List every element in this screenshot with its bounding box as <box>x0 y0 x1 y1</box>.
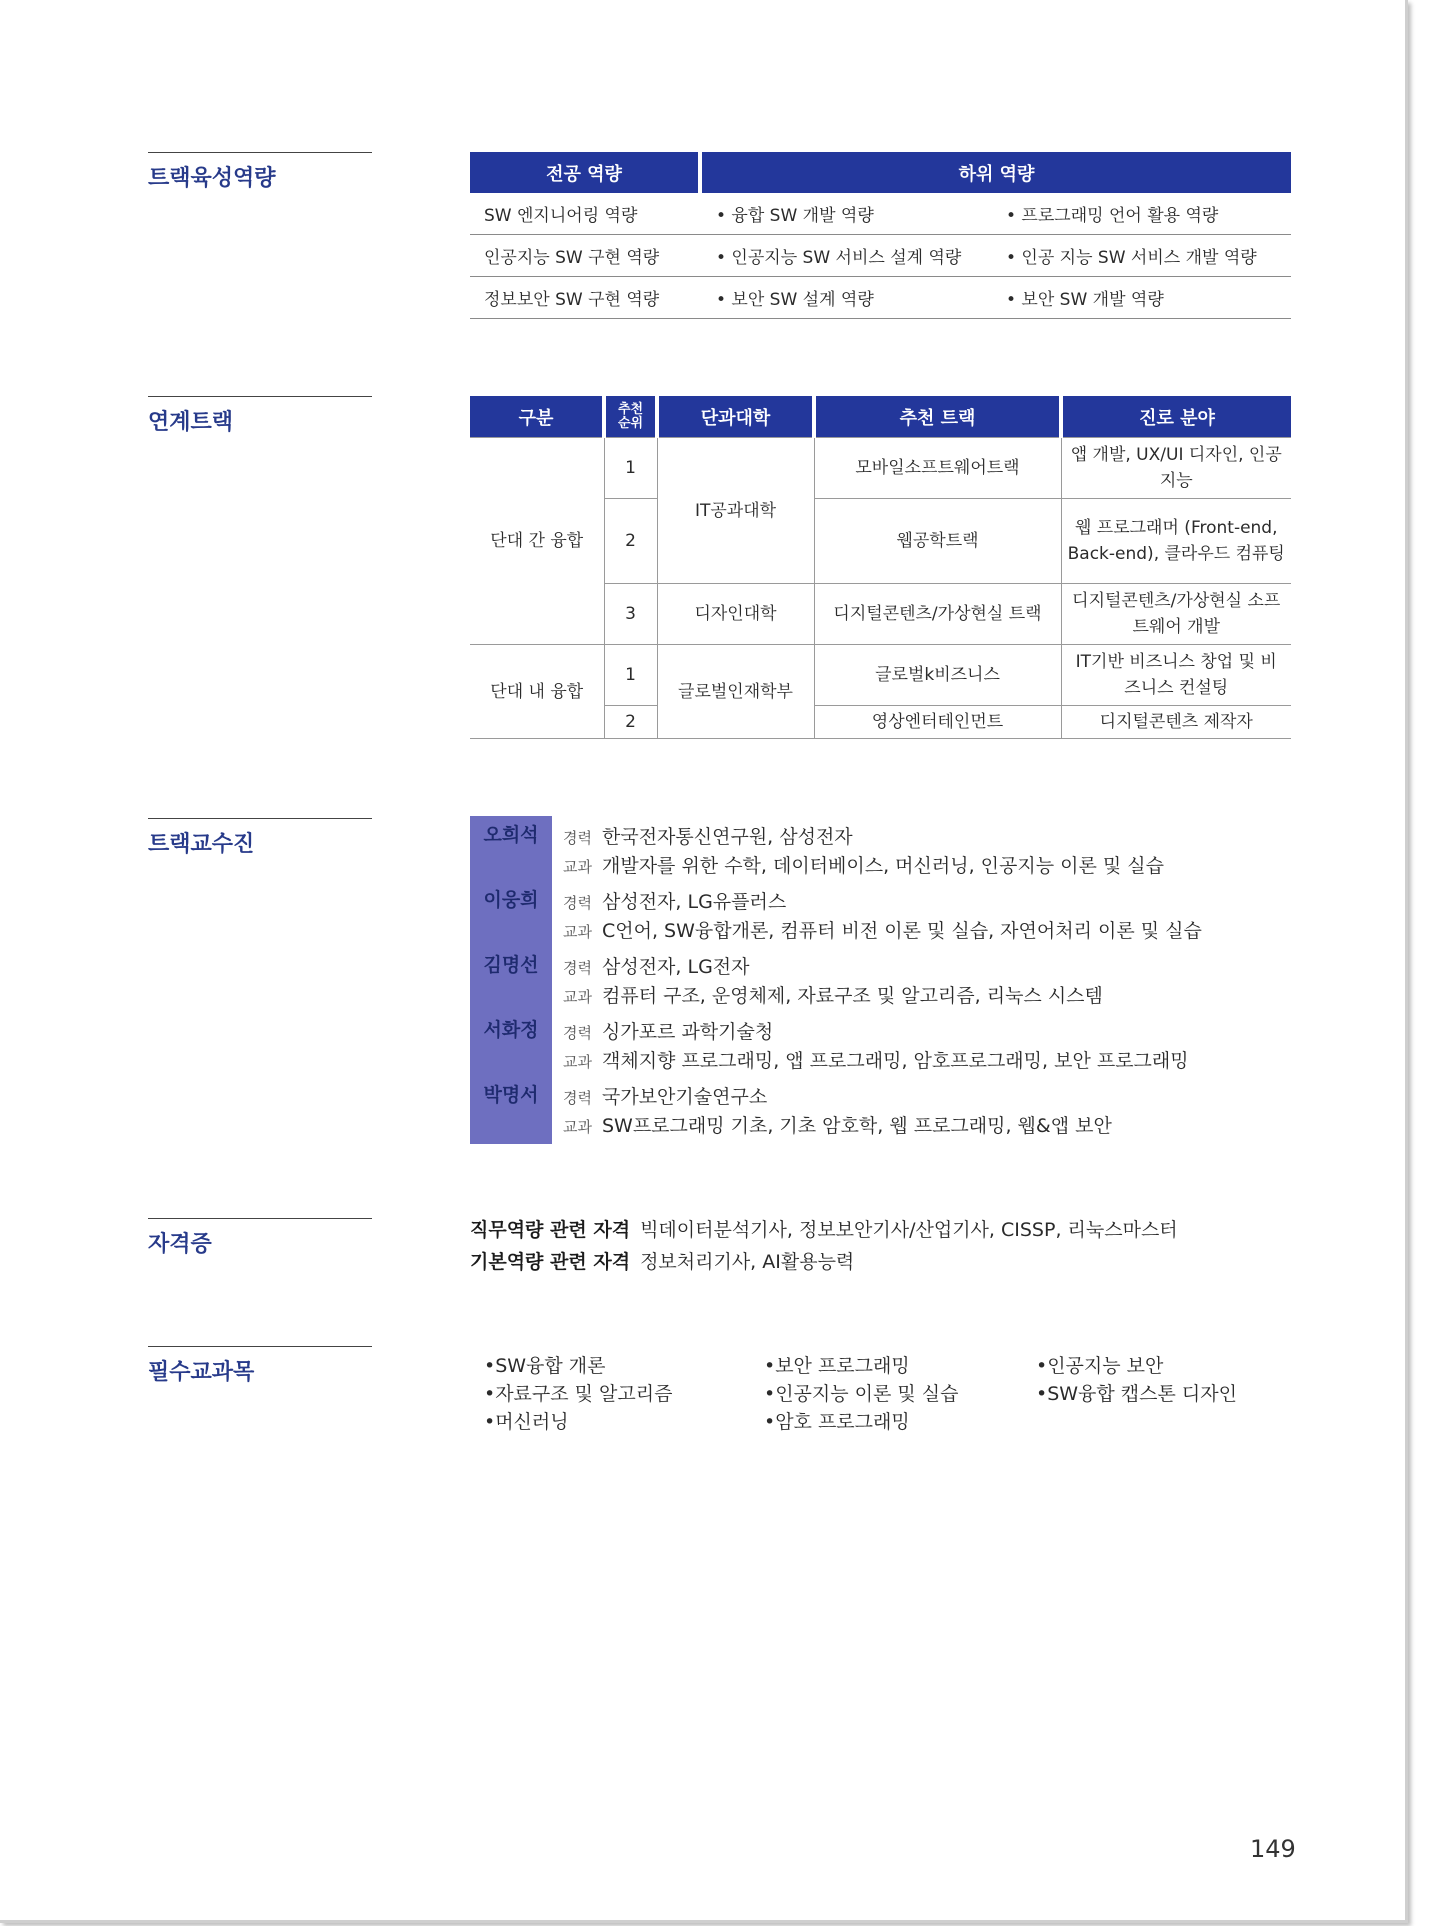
table-row <box>470 645 1291 706</box>
courses-text: 객체지향 프로그래밍, 앱 프로그래밍, 암호프로그래밍, 보안 프로그래밍 <box>601 1050 1189 1072</box>
track-cell: 영상엔터테인먼트 <box>814 706 1061 739</box>
major-competency: 정보보안 SW 구현 역량 <box>470 277 700 319</box>
rank-cell: 1 <box>604 645 657 706</box>
career-tag: 경력 <box>563 829 592 847</box>
career-tag: 경력 <box>563 959 592 977</box>
table-header-row <box>470 396 1291 438</box>
career-cell: 디지털콘텐츠 제작자 <box>1061 706 1291 739</box>
required-course: •보안 프로그래밍 <box>764 1355 910 1377</box>
career-text: 삼성전자, LG전자 <box>601 956 750 978</box>
course-tag: 교과 <box>563 923 592 941</box>
professor-courses <box>563 1046 1189 1073</box>
course-tag: 교과 <box>563 1053 592 1071</box>
professor-name: 박명서 <box>483 1084 539 1106</box>
table-header-row <box>470 152 1291 193</box>
section-title-certs: 자격증 <box>148 1218 372 1258</box>
career-text: 국가보안기술연구소 <box>601 1086 768 1108</box>
professor-career <box>563 1082 767 1109</box>
career-text: 삼성전자, LG유플러스 <box>601 891 787 913</box>
basic-cert-row <box>470 1246 1178 1278</box>
header-career: 진로 분야 <box>1061 396 1291 438</box>
professor-career <box>563 887 786 914</box>
required-course: •머신러닝 <box>484 1411 569 1433</box>
professor-courses <box>563 916 1202 943</box>
page-number: 149 <box>1250 1835 1296 1863</box>
job-cert-value: 빅데이터분석기사, 정보보안기사/산업기사, CISSP, 리눅스마스터 <box>640 1219 1178 1241</box>
professor-courses <box>563 981 1103 1008</box>
table-row <box>470 277 1291 319</box>
certification-list <box>470 1214 1178 1278</box>
required-course: •인공지능 이론 및 실습 <box>764 1383 959 1405</box>
track-cell: 글로벌k비즈니스 <box>814 645 1061 706</box>
professor-career <box>563 1017 773 1044</box>
table-row <box>470 438 1291 499</box>
section-title-competency: 트랙육성역량 <box>148 152 372 192</box>
competency-table <box>470 152 1291 319</box>
courses-text: C언어, SW융합개론, 컴퓨터 비전 이론 및 실습, 자연어처리 이론 및 실습 <box>601 920 1202 942</box>
professor-name: 오희석 <box>483 824 539 846</box>
rank-cell: 3 <box>604 584 657 645</box>
course-tag: 교과 <box>563 1118 592 1136</box>
career-cell: IT기반 비즈니스 창업 및 비즈니스 컨설팅 <box>1061 645 1291 706</box>
required-course-col-1 <box>484 1352 672 1436</box>
header-major-competency: 전공 역량 <box>470 152 700 193</box>
course-tag: 교과 <box>563 858 592 876</box>
course-tag: 교과 <box>563 988 592 1006</box>
college-cell: 디자인대학 <box>657 584 814 645</box>
linked-track-table <box>470 396 1291 739</box>
track-cell: 디지털콘텐츠/가상현실 트랙 <box>814 584 1061 645</box>
career-cell: 앱 개발, UX/UI 디자인, 인공지능 <box>1061 438 1291 499</box>
group-inter-college: 단대 간 융합 <box>470 438 604 645</box>
rank-cell: 2 <box>604 499 657 584</box>
career-tag: 경력 <box>563 1089 592 1107</box>
sub-competency: • 인공 지능 SW 서비스 개발 역량 <box>990 235 1291 277</box>
basic-cert-label: 기본역량 관련 자격 <box>470 1251 631 1273</box>
career-cell: 디지털콘텐츠/가상현실 소프트웨어 개발 <box>1061 584 1291 645</box>
sub-competency: • 보안 SW 설계 역량 <box>700 277 990 319</box>
college-cell: IT공과대학 <box>657 438 814 584</box>
sub-competency: • 보안 SW 개발 역량 <box>990 277 1291 319</box>
table-row <box>470 235 1291 277</box>
rank-cell: 2 <box>604 706 657 739</box>
sub-competency: • 융합 SW 개발 역량 <box>700 193 990 235</box>
section-title-required: 필수교과목 <box>148 1346 372 1386</box>
job-cert-label: 직무역량 관련 자격 <box>470 1219 631 1241</box>
section-title-linked: 연계트랙 <box>148 396 372 436</box>
professor-courses <box>563 851 1164 878</box>
required-course-col-3 <box>1036 1352 1237 1408</box>
major-competency: SW 엔지니어링 역량 <box>470 193 700 235</box>
required-course: •SW융합 캡스톤 디자인 <box>1036 1383 1237 1405</box>
career-tag: 경력 <box>563 1024 592 1042</box>
required-course: •인공지능 보안 <box>1036 1355 1164 1377</box>
section-title-professors: 트랙교수진 <box>148 818 372 858</box>
career-cell: 웹 프로그래머 (Front-end, Back-end), 클라우드 컴퓨팅 <box>1061 499 1291 584</box>
required-course: •자료구조 및 알고리즘 <box>484 1383 673 1405</box>
major-competency: 인공지능 SW 구현 역량 <box>470 235 700 277</box>
header-rank-line2: 순위 <box>617 415 644 431</box>
sub-competency: • 프로그래밍 언어 활용 역량 <box>990 193 1291 235</box>
group-intra-college: 단대 내 융합 <box>470 645 604 739</box>
rank-cell: 1 <box>604 438 657 499</box>
courses-text: 컴퓨터 구조, 운영체제, 자료구조 및 알고리즘, 리눅스 시스템 <box>601 985 1103 1007</box>
sub-competency: • 인공지능 SW 서비스 설계 역량 <box>700 235 990 277</box>
professor-career <box>563 952 750 979</box>
header-category: 구분 <box>470 396 604 438</box>
header-college: 단과대학 <box>657 396 814 438</box>
career-text: 한국전자통신연구원, 삼성전자 <box>601 826 853 848</box>
job-cert-row <box>470 1214 1178 1246</box>
track-cell: 모바일소프트웨어트랙 <box>814 438 1061 499</box>
professor-name: 서화정 <box>483 1019 539 1041</box>
college-cell: 글로벌인재학부 <box>657 645 814 739</box>
track-cell: 웹공학트랙 <box>814 499 1061 584</box>
career-text: 싱가포르 과학기술청 <box>601 1021 774 1043</box>
required-course: •암호 프로그래밍 <box>764 1411 910 1433</box>
courses-text: 개발자를 위한 수학, 데이터베이스, 머신러닝, 인공지능 이론 및 실습 <box>601 855 1164 877</box>
header-track: 추천 트랙 <box>814 396 1061 438</box>
header-rank-line1: 추천 <box>617 401 644 417</box>
table-row <box>470 193 1291 235</box>
professor-career <box>563 822 853 849</box>
header-sub-competency: 하위 역량 <box>700 152 1291 193</box>
professor-name: 이웅희 <box>483 889 539 911</box>
required-course-col-2 <box>764 1352 959 1436</box>
professor-courses <box>563 1111 1112 1138</box>
required-course: •SW융합 개론 <box>484 1355 606 1377</box>
header-rank <box>604 396 657 438</box>
professor-name: 김명선 <box>483 954 539 976</box>
basic-cert-value: 정보처리기사, AI활용능력 <box>640 1251 855 1273</box>
courses-text: SW프로그래밍 기초, 기초 암호학, 웹 프로그래밍, 웹&앱 보안 <box>601 1115 1112 1137</box>
career-tag: 경력 <box>563 894 592 912</box>
